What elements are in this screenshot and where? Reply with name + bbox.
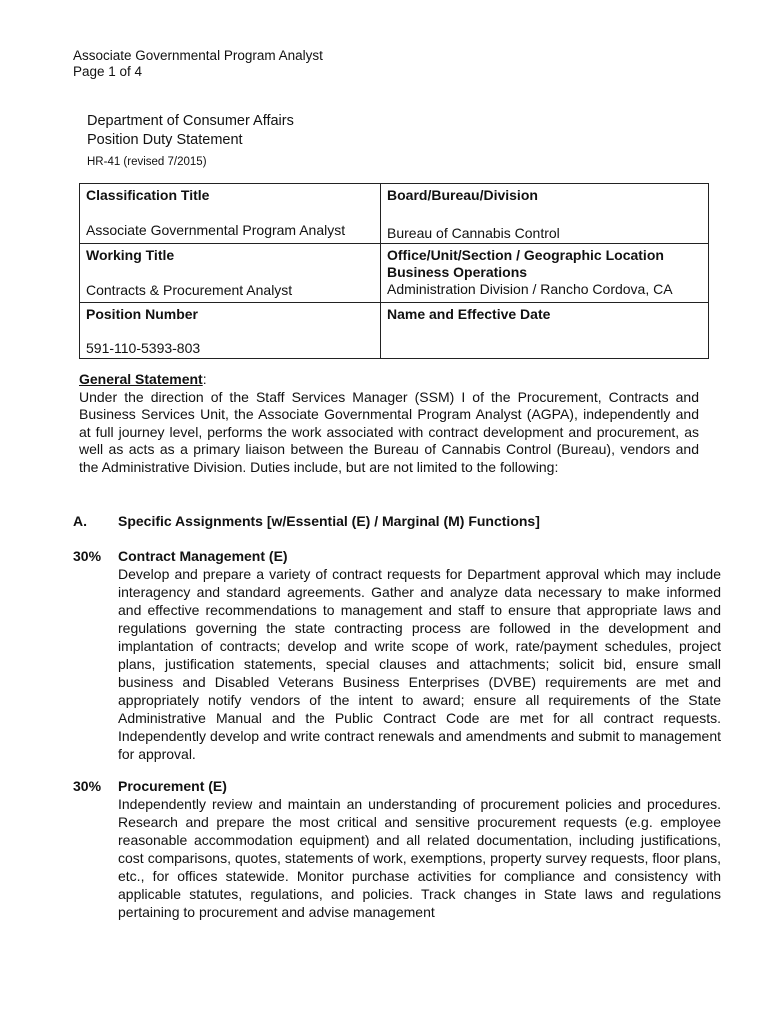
classification-label: Classification Title (86, 187, 210, 203)
office-label-2: Business Operations (387, 264, 528, 280)
duty-item (73, 547, 723, 767)
duty-item (73, 777, 723, 927)
duty-percent: 30% (73, 778, 102, 794)
board-label: Board/Bureau/Division (387, 187, 538, 203)
general-statement: General Statement: Under the direction of the Staff Services Manager (SSM) I of the Procurement, Contracts and Business Services Unit, the Associate Governmental Program Analyst (AGPA), independently and at full journey level, performs the work associated with contract development and procurement, as well as acts as a primary liaison between the Bureau of Cannabis Control (Bureau), vendors and the Administrative Division. Duties include, but are not limited to the following: (79, 371, 699, 475)
form-number: HR-41 (revised 7/2015) (87, 156, 207, 168)
board-value: Bureau of Cannabis Control (387, 225, 560, 241)
office-label: Office/Unit/Section / Geographic Location (387, 247, 664, 263)
duty-title: Contract Management (E) (118, 548, 288, 564)
section-a-heading (73, 512, 723, 532)
name-date-cell (381, 303, 709, 359)
name-date-label: Name and Effective Date (387, 306, 551, 322)
position-number-cell (80, 303, 381, 359)
position-number-value: 591-110-5393-803 (86, 340, 201, 356)
office-cell (381, 244, 709, 303)
classification-cell (80, 184, 381, 244)
department-block (87, 112, 294, 172)
working-title-cell (80, 244, 381, 303)
working-title-value: Contracts & Procurement Analyst (86, 282, 293, 298)
office-value: Administration Division / Rancho Cordova, CA (387, 281, 673, 297)
header-job-title: Associate Governmental Program Analyst (73, 48, 323, 63)
section-a-title: Specific Assignments [w/Essential (E) / Marginal (M) Functions] (118, 513, 540, 529)
duty-text: Develop and prepare a variety of contract requests for Department approval which may include interagency and standard agreements. Gather and analyze data necessary to make informed and effective recommendations to management and staff to ensure that appropriate laws and regulations governing the state contracting process are followed in the development and implantation of contracts; develop and write scope of work, rate/payment schedules, project plans, justification statements, special clauses and attachments; solicit bid, ensure small business and Disabled Veterans Business Enterprises (DVBE) requirements are met and appropriately notify vendors of the intent to award; ensure all requirements of the State Administrative Manual and the Public Contract Code are met for all contract requests. Independently develop and write contract renewals and amendments and submit to management for approval. (118, 566, 721, 762)
document-title: Position Duty Statement (87, 132, 243, 148)
running-header (73, 48, 323, 80)
general-statement-heading: General Statement (79, 371, 203, 387)
classification-value: Associate Governmental Program Analyst (86, 222, 346, 238)
department-name: Department of Consumer Affairs (87, 113, 294, 129)
duty-title: Procurement (E) (118, 778, 227, 794)
header-page-number: Page 1 of 4 (73, 64, 143, 79)
duty-text: Independently review and maintain an understanding of procurement policies and procedures. Research and prepare the most critical and sensitive procurement requests (e.g. employee reasonable accommodation equipment) and all related documentation, including justifications, cost comparisons, quotes, statements of work, exemptions, property survey requests, floor plans, etc., for offices statewide. Monitor purchase activities for compliance and consistency with applicable statutes, regulations, and policies. Track changes in State laws and regulations pertaining to procurement and advise management (118, 796, 721, 920)
section-a-letter: A. (73, 513, 87, 529)
general-statement-text: Under the direction of the Staff Services Manager (SSM) I of the Procurement, Contracts and Business Services Unit, the Associate Governmental Program Analyst (AGPA), independently and at full journey level, performs the work associated with contract development and procurement, as well as acts as a primary liaison between the Bureau of Cannabis Control (Bureau), vendors and the Administrative Division. Duties include, but are not limited to the following: (79, 388, 699, 475)
working-title-label: Working Title (86, 247, 175, 263)
position-number-label: Position Number (86, 306, 199, 322)
duty-percent: 30% (73, 548, 102, 564)
position-info-table (79, 183, 709, 359)
board-cell (381, 184, 709, 244)
